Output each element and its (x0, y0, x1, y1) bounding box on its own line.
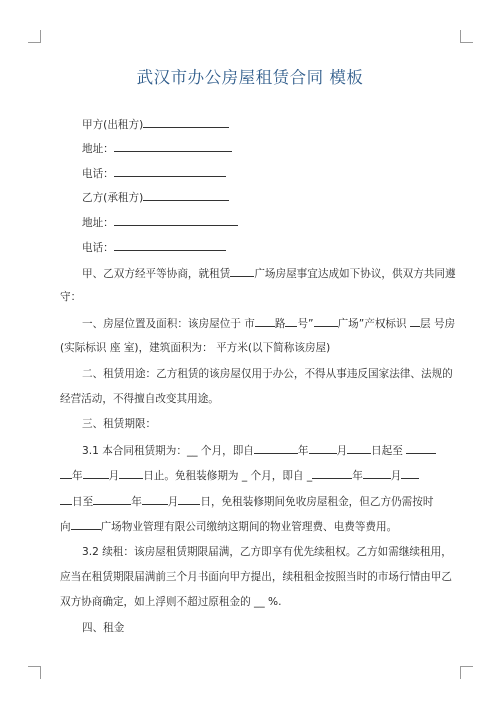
blank-field (312, 468, 352, 479)
section-3-2-renewal-cont: 应当在租赁期限届满前三个月书面向甲方提出，续租租金按照当时的市场行情由甲乙 (60, 571, 452, 583)
section-4-title: 四、租金 (82, 622, 125, 634)
blank-field (363, 468, 391, 479)
document-title: 武汉市办公房屋租赁合同 模板 (136, 68, 364, 87)
section-3-1-term: 3.1 本合同租赁期为：__ 个月，即自 年 月 日起至 (82, 443, 462, 458)
party-b-address-line (82, 215, 462, 230)
party-b-phone-line (82, 240, 462, 255)
blank-field (254, 443, 298, 454)
party-a-label: 甲方(出租方) (82, 119, 144, 131)
blank-field (143, 190, 229, 201)
section-3-1-term-cont2: 日至 年 月 日，免租装修期间免收房屋租金，但乙方仍需按时 (60, 494, 440, 509)
party-a-address-label: 地址： (82, 143, 114, 155)
blank-field (114, 166, 226, 177)
section-1-area: (实际标识 座 室)，建筑面积为： 平方米(以下简称该房屋) (60, 342, 331, 354)
blank-field (314, 316, 338, 327)
blank-field (309, 443, 337, 454)
blank-field (406, 443, 436, 454)
blank-field (347, 443, 371, 454)
party-a-line (82, 117, 462, 132)
blank-field (83, 468, 109, 479)
party-b-address-label: 地址： (82, 217, 114, 229)
party-a-address-line (82, 141, 462, 156)
blank-field (255, 316, 275, 327)
party-b-phone-label: 电话： (82, 242, 114, 254)
blank-field (114, 240, 226, 251)
section-2-usage-cont: 经营活动，不得擅自改变其用途。 (60, 393, 219, 405)
section-3-2-renewal: 3.2 续租：该房屋租赁期限届满，乙方即享有优先续租权。乙方如需继续租用， (82, 546, 452, 558)
blank-field (230, 266, 254, 277)
section-3-2-renewal-cont2: 双方协商确定，如上浮则不超过原租金的 __ %. (60, 596, 282, 608)
section-3-title: 三、租赁期限： (82, 418, 157, 430)
crop-mark-bottom-right (460, 666, 473, 679)
intro-paragraph: 甲、乙双方经平等协商，就租赁 广场房屋事宜达成如下协议，供双方共同遵 (82, 268, 456, 280)
blank-field (401, 468, 419, 479)
crop-mark-top-right (460, 30, 473, 43)
party-b-line (82, 190, 462, 205)
blank-field (60, 494, 72, 505)
party-a-phone-label: 电话： (82, 168, 114, 180)
section-2-usage: 二、租赁用途：乙方租赁的该房屋仅用于办公，不得从事违反国家法律、法规的 (82, 368, 453, 380)
crop-mark-bottom-left (28, 666, 41, 679)
blank-field (93, 494, 131, 505)
blank-field (285, 316, 297, 327)
section-1-location: 一、房屋位置及面积：该房屋位于 市 路 号” 广场”产权标识 层 号房 (82, 318, 456, 330)
party-a-phone-line (82, 166, 462, 181)
blank-field (410, 316, 420, 327)
blank-field (142, 494, 168, 505)
blank-field (114, 215, 238, 226)
blank-field (60, 468, 72, 479)
section-3-1-term-cont3: 向 广场物业管理有限公司缴纳这期间的物业管理费、电费等费用。 (60, 521, 398, 533)
blank-field (119, 468, 143, 479)
section-3-1-term-cont: 年 月 日止。免租装修期为 _ 个月，即自 _ 年 月 (60, 468, 440, 483)
blank-field (114, 141, 232, 152)
blank-field (143, 117, 229, 128)
blank-field (178, 494, 200, 505)
blank-field (71, 519, 101, 530)
intro-paragraph-cont: 守： (60, 291, 82, 303)
crop-mark-top-left (28, 30, 41, 43)
party-b-label: 乙方(承租方) (82, 192, 144, 204)
